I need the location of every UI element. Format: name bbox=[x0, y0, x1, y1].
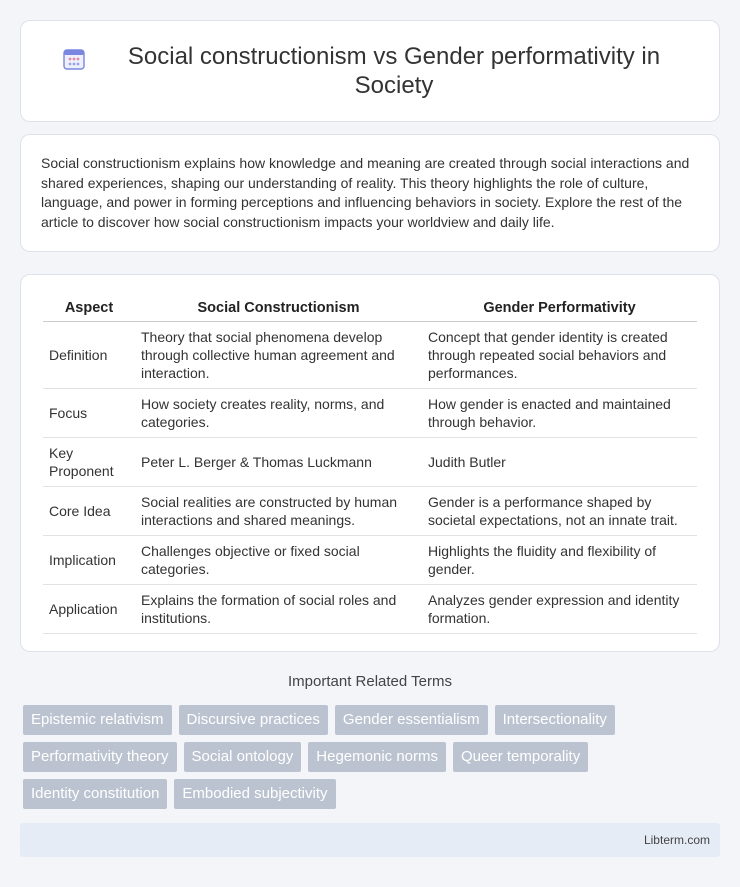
comparison-card bbox=[20, 274, 720, 652]
table-row bbox=[43, 322, 697, 389]
cell-gender-performativity: Judith Butler bbox=[422, 438, 697, 487]
related-term-tag[interactable]: Intersectionality bbox=[495, 705, 615, 735]
cell-gender-performativity: Gender is a performance shaped by societal expectations, not an innate trait. bbox=[422, 487, 697, 536]
related-term-tag[interactable]: Embodied subjectivity bbox=[174, 779, 335, 809]
cell-social-constructionism: Peter L. Berger & Thomas Luckmann bbox=[135, 438, 422, 487]
cell-aspect: Application bbox=[43, 585, 135, 634]
related-term-tag[interactable]: Social ontology bbox=[184, 742, 302, 772]
cell-aspect: Core Idea bbox=[43, 487, 135, 536]
related-term-tag[interactable]: Performativity theory bbox=[23, 742, 177, 772]
related-terms-list bbox=[23, 705, 723, 816]
table-row bbox=[43, 438, 697, 487]
cell-social-constructionism: Challenges objective or fixed social categories. bbox=[135, 536, 422, 585]
table-row bbox=[43, 487, 697, 536]
cell-gender-performativity: How gender is enacted and maintained through behavior. bbox=[422, 389, 697, 438]
calendar-icon bbox=[61, 46, 87, 72]
footer-site-link[interactable]: Libterm.com bbox=[643, 833, 710, 847]
page-title: Social constructionism vs Gender performativity in Society bbox=[127, 43, 661, 99]
header-aspect: Aspect bbox=[43, 295, 135, 322]
related-term-tag[interactable]: Epistemic relativism bbox=[23, 705, 172, 735]
header-gender-performativity: Gender Performativity bbox=[422, 295, 697, 322]
related-term-tag[interactable]: Gender essentialism bbox=[335, 705, 488, 735]
footer-bar bbox=[20, 823, 720, 857]
table-row bbox=[43, 536, 697, 585]
cell-social-constructionism: Social realities are constructed by human interactions and shared meanings. bbox=[135, 487, 422, 536]
cell-gender-performativity: Highlights the fluidity and flexibility of gender. bbox=[422, 536, 697, 585]
related-term-tag[interactable]: Queer temporality bbox=[453, 742, 588, 772]
comparison-table bbox=[43, 295, 697, 634]
cell-aspect: Key Proponent bbox=[43, 438, 135, 487]
cell-aspect: Implication bbox=[43, 536, 135, 585]
intro-card bbox=[20, 134, 720, 252]
cell-aspect: Focus bbox=[43, 389, 135, 438]
related-term-tag[interactable]: Discursive practices bbox=[179, 705, 328, 735]
header-social-constructionism: Social Constructionism bbox=[135, 295, 422, 322]
related-terms-heading: Important Related Terms bbox=[288, 673, 452, 690]
title-wrap bbox=[61, 42, 679, 100]
table-row bbox=[43, 389, 697, 438]
related-term-tag[interactable]: Hegemonic norms bbox=[308, 742, 446, 772]
cell-social-constructionism: Theory that social phenomena develop through collective human agreement and interaction. bbox=[135, 322, 422, 389]
table-header-row bbox=[43, 295, 697, 322]
cell-social-constructionism: How society creates reality, norms, and categories. bbox=[135, 389, 422, 438]
cell-aspect: Definition bbox=[43, 322, 135, 389]
table-row bbox=[43, 585, 697, 634]
cell-gender-performativity: Concept that gender identity is created through repeated social behaviors and performances. bbox=[422, 322, 697, 389]
cell-gender-performativity: Analyzes gender expression and identity formation. bbox=[422, 585, 697, 634]
intro-paragraph: Social constructionism explains how knowledge and meaning are created through social interactions and shared experiences, shaping our understanding of reality. This theory highlights the role of culture, language, and power in forming perceptions and influencing behaviors in society. Explore the rest of the article to discover how social constructionism impacts your worldview and daily life. bbox=[41, 155, 690, 230]
cell-social-constructionism: Explains the formation of social roles and institutions. bbox=[135, 585, 422, 634]
related-term-tag[interactable]: Identity constitution bbox=[23, 779, 167, 809]
title-card bbox=[20, 20, 720, 122]
